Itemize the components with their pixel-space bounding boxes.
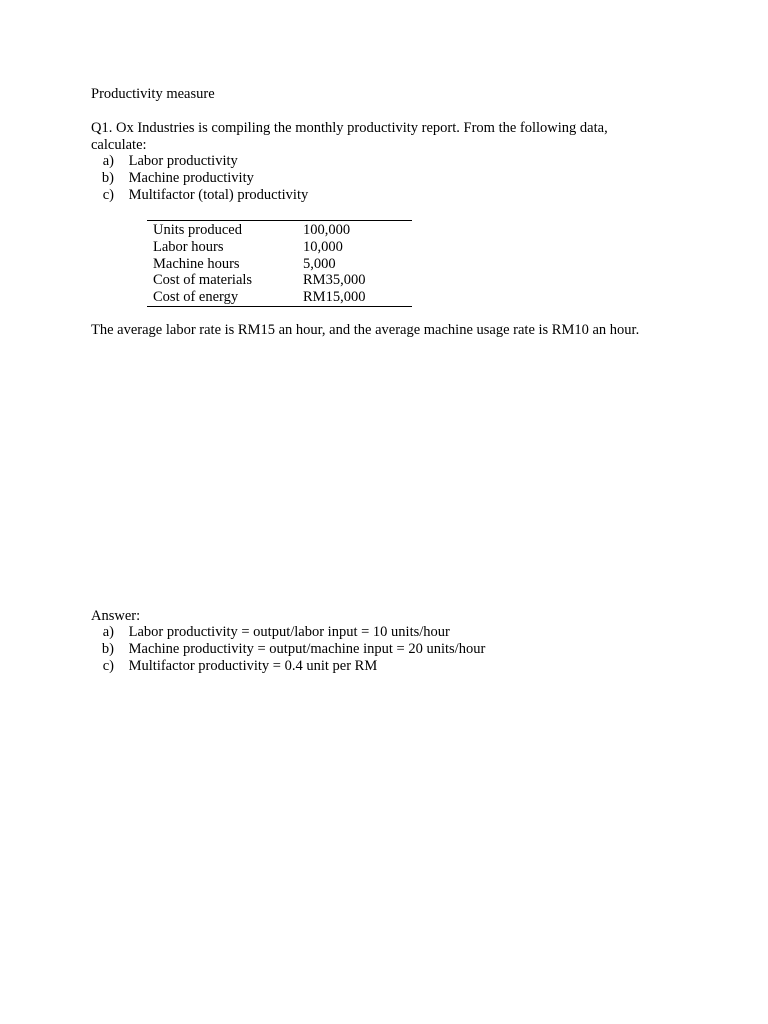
- table-row: [147, 272, 412, 289]
- table-cell-label: Cost of materials: [153, 272, 253, 289]
- document-title: Productivity measure: [91, 86, 215, 102]
- task-text: Multifactor (total) productivity: [128, 187, 309, 203]
- table-cell-label: Labor hours: [153, 238, 224, 255]
- table-cell-value: RM15,000: [303, 289, 366, 306]
- table-cell-value: RM35,000: [303, 272, 366, 289]
- task-text: Labor productivity: [128, 153, 238, 169]
- task-marker: c): [102, 187, 114, 203]
- table-row: [147, 256, 412, 273]
- answer-text: Multifactor productivity = 0.4 unit per RM: [128, 658, 378, 674]
- table-cell-value: 5,000: [303, 255, 336, 272]
- answer-marker: a): [102, 624, 114, 640]
- table-row: [147, 289, 412, 306]
- table-cell-label: Cost of energy: [153, 289, 239, 306]
- task-text: Machine productivity: [128, 170, 254, 186]
- table-cell-value: 100,000: [303, 222, 351, 238]
- answer-item-a: [90, 624, 450, 641]
- question-text: Q1. Ox Industries is compiling the monthly productivity report. From the following data, calculate:: [91, 120, 608, 153]
- answer-text: Machine productivity = output/machine input = 20 units/hour: [128, 641, 486, 657]
- answer-heading: Answer:: [91, 608, 141, 624]
- task-item-a: [90, 153, 238, 170]
- answer-marker: c): [102, 658, 114, 674]
- table-row: [147, 221, 412, 239]
- answer-item-b: [90, 641, 485, 658]
- task-marker: b): [101, 170, 114, 186]
- answer-marker: b): [101, 641, 114, 657]
- task-marker: a): [102, 153, 114, 169]
- table-cell-value: 10,000: [303, 238, 343, 255]
- table-cell-label: Units produced: [153, 222, 242, 238]
- task-item-c: [90, 187, 308, 204]
- task-item-b: [90, 170, 254, 187]
- table-cell-label: Machine hours: [153, 255, 240, 272]
- answer-item-c: [90, 658, 377, 675]
- table-row: [147, 239, 412, 256]
- rates-note: The average labor rate is RM15 an hour, and the average machine usage rate is RM10 an hour.: [91, 322, 640, 338]
- answer-text: Labor productivity = output/labor input = 10 units/hour: [128, 624, 450, 640]
- data-table: [147, 220, 412, 307]
